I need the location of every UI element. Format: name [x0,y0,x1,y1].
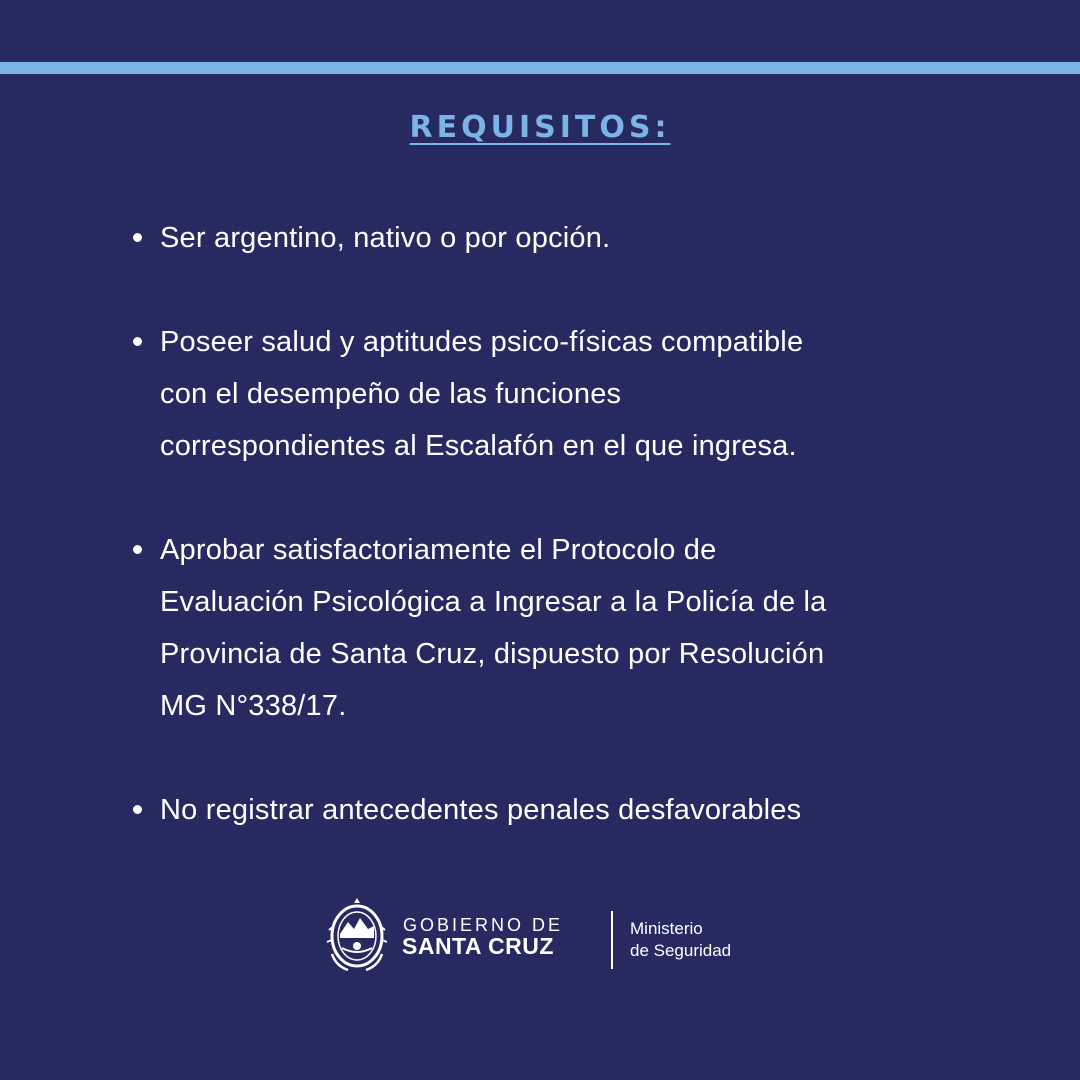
requirement-text-line: Aprobar satisfactoriamente el Protocolo de [160,534,717,566]
requirement-text-line: MG N°338/17. [160,690,347,722]
bullet-icon [133,545,142,554]
requirement-text-line: correspondientes al Escalafón en el que ingresa. [160,430,797,462]
ministry-name-line1: Ministerio [630,919,703,938]
bullet-icon [133,233,142,242]
requirement-text-line: Ser argentino, nativo o por opción. [160,222,611,254]
page-title: REQUISITOS: [409,110,671,145]
requirement-item-psych-evaluation [160,524,960,732]
requirement-text-line: Evaluación Psicológica a Ingresar a la Policía de la [160,586,827,618]
footer-divider [611,911,613,969]
government-name-line1: GOBIERNO DE [403,915,564,935]
requirement-item-criminal-record [160,784,960,836]
bullet-icon [133,337,142,346]
province-seal-icon [326,896,388,974]
ministry-name-line2: de Seguridad [630,941,732,960]
requirement-text-line: Poseer salud y aptitudes psico-físicas compatible [160,326,804,358]
requirement-item-nationality [160,212,960,264]
bullet-icon [133,805,142,814]
top-accent-stripe [0,62,1080,74]
requirement-text-line: Provincia de Santa Cruz, dispuesto por Resolución [160,638,825,670]
requirement-text-line: con el desempeño de las funciones [160,378,622,410]
requirement-text-line: No registrar antecedentes penales desfavorables [160,794,802,826]
government-name-line2: SANTA CRUZ [402,933,554,959]
requirement-item-health [160,316,960,472]
